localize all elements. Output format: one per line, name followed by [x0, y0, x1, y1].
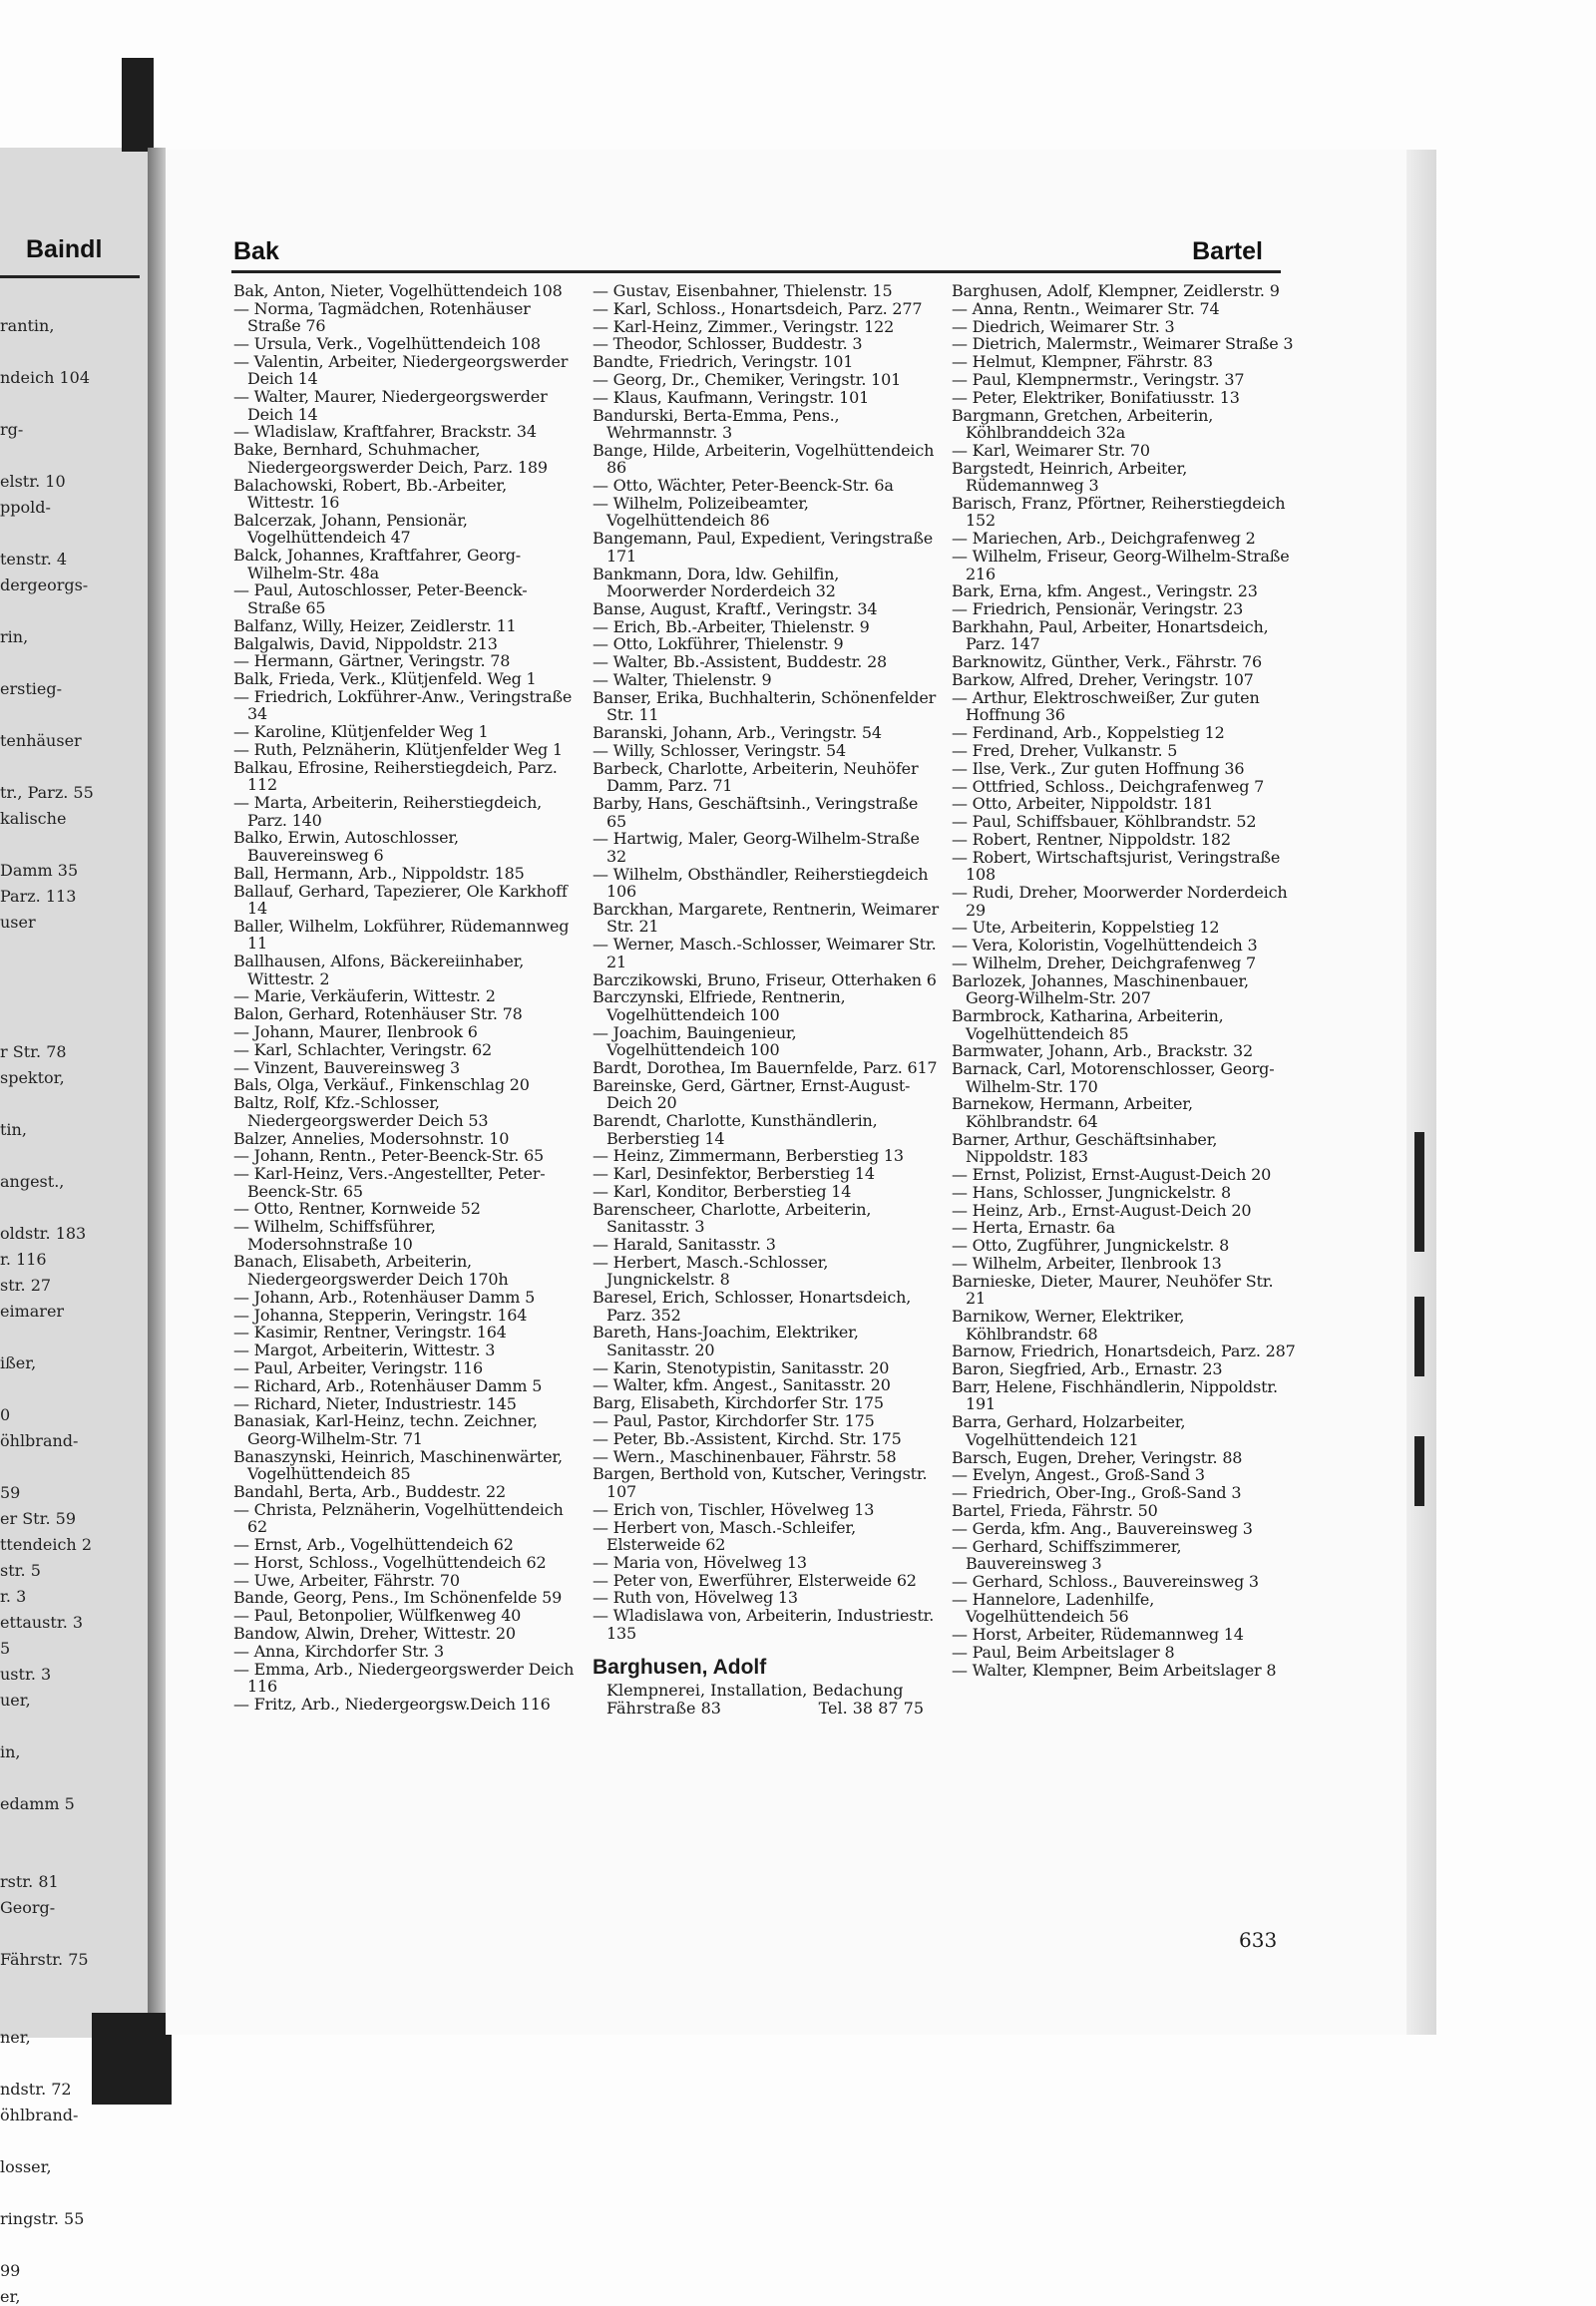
directory-entry: Barnekow, Hermann, Arbeiter, Köhlbrandstr. 64: [952, 1094, 1193, 1131]
directory-entry: — Peter, Elektriker, Bonifatiusstr. 13: [952, 387, 1240, 407]
directory-entry: Bartel, Frieda, Fährstr. 50: [952, 1500, 1158, 1520]
directory-entry: Barnikow, Werner, Elektriker, Köhlbrandstr. 68: [952, 1307, 1185, 1344]
directory-entry: Barner, Arthur, Geschäftsinhaber, Nippoldstr. 183: [952, 1129, 1218, 1167]
directory-entry: Barczynski, Elfriede, Rentnerin, Vogelhüttendeich 100: [593, 987, 846, 1024]
directory-entry: Bake, Bernhard, Schuhmacher, Niedergeorgswerder Deich, Parz. 189: [233, 440, 548, 477]
directory-entry: — Richard, Nieter, Industriestr. 145: [233, 1393, 517, 1413]
directory-entry: — Paul, Arbeiter, Veringstr. 116: [233, 1357, 483, 1377]
directory-entry: Bak, Anton, Nieter, Vogelhüttendeich 108: [233, 281, 563, 300]
directory-entry: — Paul, Pastor, Kirchdorfer Str. 175: [593, 1411, 875, 1431]
directory-entry: — Arthur, Elektroschweißer, Zur guten Hoffnung 36: [952, 687, 1260, 725]
directory-entry: — Johann, Arb., Rotenhäuser Damm 5: [233, 1287, 536, 1307]
directory-entry: — Walter, Maurer, Niedergeorgswerder Deich 14: [233, 387, 548, 424]
directory-entry: — Karl, Schlachter, Veringstr. 62: [233, 1039, 492, 1059]
previous-page-fragment: str. 5: [0, 1561, 41, 1580]
previous-page-fragment: eimarer: [0, 1302, 65, 1321]
running-header-right: Bartel: [1192, 237, 1263, 265]
directory-entry: — Walter, Bb.-Assistent, Buddestr. 28: [593, 652, 888, 672]
directory-entry: Barkow, Alfred, Dreher, Veringstr. 107: [952, 670, 1254, 690]
previous-page-fragment: 99: [0, 2261, 21, 2280]
binding-dark-top: [122, 58, 154, 152]
margin-mark: [1414, 1297, 1424, 1376]
directory-entry: Balkau, Efrosine, Reiherstiegdeich, Parz. 112: [233, 757, 558, 795]
directory-entry: — Herta, Ernastr. 6a: [952, 1218, 1115, 1238]
previous-page-fragment: kalische: [0, 809, 67, 828]
directory-entry: — Johanna, Stepperin, Veringstr. 164: [233, 1305, 528, 1325]
directory-entry: Bandurski, Berta-Emma, Pens., Wehrmannstr. 3: [593, 405, 840, 443]
previous-page-fragment: ner,: [0, 2028, 31, 2047]
directory-entry: Balko, Erwin, Autoschlosser, Bauvereinsweg 6: [233, 828, 459, 865]
directory-entry: — Walter, Klempner, Beim Arbeitslager 8: [952, 1660, 1277, 1680]
previous-page-fragment: r. 116: [0, 1250, 47, 1269]
directory-entry: — Richard, Arb., Rotenhäuser Damm 5: [233, 1375, 543, 1395]
directory-entry: Bange, Hilde, Arbeiterin, Vogelhüttendeich 86: [593, 440, 935, 478]
previous-page-fragment: uer,: [0, 1691, 31, 1710]
directory-entry: Barkhahn, Paul, Arbeiter, Honartsdeich, Parz. 147: [952, 616, 1269, 654]
directory-entry: — Wilhelm, Obsthändler, Reiherstiegdeich 106: [593, 864, 929, 902]
directory-entry: Bargen, Berthold von, Kutscher, Veringstr. 107: [593, 1464, 928, 1501]
directory-entry: — Hans, Schlosser, Jungnickelstr. 8: [952, 1182, 1232, 1202]
directory-entry: — Otto, Lokführer, Thielenstr. 9: [593, 634, 844, 654]
directory-entry: — Walter, kfm. Angest., Sanitasstr. 20: [593, 1375, 891, 1395]
directory-entry: — Dietrich, Malermstr., Weimarer Straße 3: [952, 334, 1294, 354]
previous-page-fragment: user: [0, 913, 36, 932]
previous-page-fragment: ttendeich 2: [0, 1535, 92, 1554]
advertisement: [593, 1656, 940, 1718]
previous-page-fragment: Georg-: [0, 1898, 56, 1917]
directory-entry: — Robert, Rentner, Nippoldstr. 182: [952, 829, 1231, 849]
directory-entry: Baresel, Erich, Schlosser, Honartsdeich, Parz. 352: [593, 1288, 912, 1325]
previous-page-fragment: oldstr. 183: [0, 1224, 87, 1243]
directory-entry: — Klaus, Kaufmann, Veringstr. 101: [593, 387, 870, 407]
directory-entry: — Paul, Klempnermstr., Veringstr. 37: [952, 369, 1245, 389]
directory-entry: Barbeck, Charlotte, Arbeiterin, Neuhöfer Damm, Parz. 71: [593, 758, 919, 796]
previous-page-fragment: ringstr. 55: [0, 2209, 85, 2228]
directory-entry: — Karl, Desinfektor, Berberstieg 14: [593, 1164, 875, 1184]
previous-page-fragment: Parz. 113: [0, 887, 77, 906]
directory-entry: — Gerhard, Schiffszimmerer, Bauvereinsweg 3: [952, 1536, 1182, 1574]
directory-entry: — Ilse, Verk., Zur guten Hoffnung 36: [952, 758, 1245, 778]
directory-entry: Banaszynski, Heinrich, Maschinenwärter, Vogelhüttendeich 85: [233, 1446, 563, 1484]
directory-entry: Bangemann, Paul, Expedient, Veringstraße 171: [593, 529, 933, 566]
directory-entry: — Karoline, Klütjenfelder Weg 1: [233, 722, 489, 742]
directory-entry: Ballhausen, Alfons, Bäckereiinhaber, Wittestr. 2: [233, 952, 525, 988]
previous-page-edge: [0, 148, 148, 2306]
directory-entry: — Wladislawa von, Arbeiterin, Industriestr. 135: [593, 1606, 935, 1643]
previous-page-fragment: ustr. 3: [0, 1665, 52, 1684]
directory-entry: Banasiak, Karl-Heinz, techn. Zeichner, Georg-Wilhelm-Str. 71: [233, 1411, 538, 1448]
directory-entry: Balachowski, Robert, Bb.-Arbeiter, Wittestr. 16: [233, 475, 507, 513]
directory-entry: — Friedrich, Pensionär, Veringstr. 23: [952, 599, 1244, 619]
directory-entry: — Marta, Arbeiterin, Reiherstiegdeich, Parz. 140: [233, 793, 543, 830]
directory-entry: — Johann, Maurer, Ilenbrook 6: [233, 1022, 478, 1042]
previous-page-fragment: rin,: [0, 627, 29, 646]
directory-entry: Bankmann, Dora, ldw. Gehilfin, Moorwerder Norderdeich 32: [593, 564, 840, 601]
directory-entry: — Ferdinand, Arb., Koppelstieg 12: [952, 723, 1225, 743]
directory-entry: Bals, Olga, Verkäuf., Finkenschlag 20: [233, 1075, 530, 1095]
directory-entry: — Willy, Schlosser, Veringstr. 54: [593, 740, 846, 760]
previous-page-fragment: rstr. 81: [0, 1872, 59, 1891]
previous-page-rule: [0, 275, 140, 278]
directory-entry: — Otto, Arbeiter, Nippoldstr. 181: [952, 794, 1214, 814]
directory-entry: — Valentin, Arbeiter, Niedergeorgswerder Deich 14: [233, 351, 569, 389]
advert-name: Barghusen, Adolf: [593, 1656, 767, 1680]
directory-entry: — Karl-Heinz, Vers.-Angestellter, Peter-Beenck-Str. 65: [233, 1164, 546, 1201]
directory-page: [166, 150, 1424, 2035]
directory-entry: — Rudi, Dreher, Moorwerder Norderdeich 29: [952, 883, 1288, 920]
directory-entry: Bardt, Dorothea, Im Bauernfelde, Parz. 617: [593, 1057, 938, 1077]
directory-entry: — Otto, Zugführer, Jungnickelstr. 8: [952, 1236, 1230, 1256]
directory-entry: Barmwater, Johann, Arb., Brackstr. 32: [952, 1041, 1253, 1061]
previous-page-fragment: rg-: [0, 420, 24, 439]
directory-entry: — Diedrich, Weimarer Str. 3: [952, 316, 1175, 336]
previous-page-fragment: elstr. 10: [0, 472, 66, 491]
directory-entry: Barczikowski, Bruno, Friseur, Otterhaken 6: [593, 969, 937, 989]
directory-entry: — Friedrich, Ober-Ing., Groß-Sand 3: [952, 1483, 1242, 1503]
directory-entry: — Paul, Betonpolier, Wülfkenweg 40: [233, 1606, 522, 1626]
previous-page-fragment: ettaustr. 3: [0, 1613, 84, 1632]
directory-entry: — Ottfried, Schloss., Deichgrafenweg 7: [952, 776, 1265, 796]
previous-page-fragment: dergeorgs-: [0, 576, 89, 594]
previous-page-fragment: edamm 5: [0, 1794, 75, 1813]
directory-entry: — Horst, Schloss., Vogelhüttendeich 62: [233, 1552, 547, 1572]
margin-mark: [1414, 1436, 1424, 1506]
previous-page-fragment: öhlbrand-: [0, 1431, 79, 1450]
previous-page-fragment: 5: [0, 1639, 11, 1658]
directory-entry: — Peter, Bb.-Assistent, Kirchd. Str. 175: [593, 1428, 902, 1448]
directory-entry: Baranski, Johann, Arb., Veringstr. 54: [593, 723, 882, 743]
directory-entry: — Otto, Wächter, Peter-Beenck-Str. 6a: [593, 476, 894, 496]
directory-entry: — Ute, Arbeiterin, Koppelstieg 12: [952, 918, 1220, 938]
directory-entry: — Gerhard, Schloss., Bauvereinsweg 3: [952, 1571, 1259, 1591]
directory-entry: — Paul, Beim Arbeitslager 8: [952, 1642, 1175, 1662]
directory-entry: — Herbert, Masch.-Schlosser, Jungnickelstr. 8: [593, 1252, 829, 1290]
directory-entry: Bargstedt, Heinrich, Arbeiter, Rüdemannweg 3: [952, 458, 1188, 496]
previous-page-fragment: rantin,: [0, 316, 55, 335]
directory-entry: Baller, Wilhelm, Lokführer, Rüdemannweg 11: [233, 916, 570, 954]
directory-entry: — Ernst, Polizist, Ernst-August-Deich 20: [952, 1164, 1272, 1184]
header-rule: [231, 270, 1281, 273]
directory-entry: Balzer, Annelies, Modersohnstr. 10: [233, 1128, 510, 1148]
directory-entry: — Gustav, Eisenbahner, Thielenstr. 15: [593, 281, 893, 300]
directory-entry: Barnieske, Dieter, Maurer, Neuhöfer Str. 21: [952, 1271, 1274, 1309]
directory-entry: Barghusen, Adolf, Klempner, Zeidlerstr. 9: [952, 281, 1280, 300]
directory-entry: — Robert, Wirtschaftsjurist, Veringstraße 108: [952, 847, 1281, 885]
directory-entry: — Paul, Schiffsbauer, Köhlbrandstr. 52: [952, 812, 1257, 832]
binding-dark-bottom: [92, 2013, 172, 2105]
directory-entry: — Evelyn, Angest., Groß-Sand 3: [952, 1465, 1205, 1485]
directory-entry: — Uwe, Arbeiter, Fährstr. 70: [233, 1570, 460, 1590]
directory-entry: Barisch, Franz, Pförtner, Reiherstiegdeich 152: [952, 493, 1286, 531]
previous-page-fragment: er Str. 59: [0, 1509, 77, 1528]
directory-entry: Ballauf, Gerhard, Tapezierer, Ole Karkhoff 14: [233, 881, 568, 919]
margin-mark: [1414, 1132, 1424, 1252]
directory-entry: Barnow, Friedrich, Honartsdeich, Parz. 287: [952, 1342, 1296, 1361]
previous-page-fragment: r. 3: [0, 1587, 27, 1606]
directory-entry: Barlozek, Johannes, Maschinenbauer, Georg-Wilhelm-Str. 207: [952, 970, 1249, 1008]
directory-entry: — Joachim, Bauingenieur, Vogelhüttendeich 100: [593, 1022, 797, 1060]
directory-entry: Barendt, Charlotte, Kunsthändlerin, Berberstieg 14: [593, 1111, 878, 1148]
directory-entry: Banse, August, Kraftf., Veringstr. 34: [593, 598, 878, 618]
directory-entry: — Helmut, Klempner, Fährstr. 83: [952, 352, 1213, 372]
previous-page-fragment: tr., Parz. 55: [0, 783, 94, 802]
previous-page-fragment: ppold-: [0, 498, 51, 517]
previous-page-fragment: ndeich 104: [0, 368, 91, 387]
directory-entry: — Hartwig, Maler, Georg-Wilhelm-Straße 32: [593, 829, 920, 866]
previous-page-fragment: erstieg-: [0, 679, 62, 698]
advert-address: Fährstraße 83: [606, 1699, 721, 1719]
previous-page-fragment: ndstr. 72: [0, 2080, 72, 2099]
directory-entry: — Walter, Thielenstr. 9: [593, 670, 772, 690]
directory-entry: Ball, Hermann, Arb., Nippoldstr. 185: [233, 863, 525, 883]
directory-entry: — Marie, Verkäuferin, Wittestr. 2: [233, 986, 496, 1006]
directory-entry: — Erich, Bb.-Arbeiter, Thielenstr. 9: [593, 616, 870, 636]
directory-entry: Bareinske, Gerd, Gärtner, Ernst-August-Deich 20: [593, 1075, 911, 1113]
directory-entry: Barr, Helene, Fischhändlerin, Nippoldstr. 191: [952, 1376, 1278, 1414]
directory-entry: Baltz, Rolf, Kfz.-Schlosser, Niedergeorgswerder Deich 53: [233, 1093, 489, 1130]
directory-entry: Barenscheer, Charlotte, Arbeiterin, Sanitasstr. 3: [593, 1199, 872, 1237]
advert-contact: [593, 1700, 940, 1718]
directory-entry: Banach, Elisabeth, Arbeiterin, Niedergeorgswerder Deich 170h: [233, 1252, 509, 1289]
running-header-left: Bak: [233, 237, 279, 265]
directory-entry: — Kasimir, Rentner, Veringstr. 164: [233, 1323, 507, 1343]
previous-page-fragment: öhlbrand-: [0, 2106, 79, 2124]
directory-entry: — Fred, Dreher, Vulkanstr. 5: [952, 740, 1178, 760]
directory-entry: — Herbert von, Masch.-Schleifer, Elsterweide 62: [593, 1517, 856, 1555]
previous-page-fragment: er,: [0, 2287, 21, 2306]
directory-entry: Bandahl, Berta, Arb., Buddestr. 22: [233, 1481, 506, 1501]
previous-page-fragment: Fährstr. 75: [0, 1950, 89, 1969]
previous-page-fragment: Damm 35: [0, 861, 79, 880]
directory-entry: — Emma, Arb., Niedergeorgswerder Deich 116: [233, 1659, 575, 1697]
directory-entry: — Anna, Kirchdorfer Str. 3: [233, 1641, 445, 1661]
previous-page-fragment: 0: [0, 1405, 11, 1424]
directory-entry: Bargmann, Gretchen, Arbeiterin, Köhlbranddeich 32a: [952, 405, 1214, 443]
directory-entry: — Karl-Heinz, Zimmer., Veringstr. 122: [593, 316, 895, 336]
previous-page-fragment: angest.,: [0, 1172, 65, 1191]
previous-page-fragment: losser,: [0, 2157, 52, 2176]
directory-entry: Baron, Siegfried, Arb., Ernastr. 23: [952, 1359, 1223, 1379]
page-right-edge: [1406, 150, 1436, 2035]
directory-entry: — Christa, Pelznäherin, Vogelhüttendeich 62: [233, 1499, 564, 1537]
directory-entry: Balon, Gerhard, Rotenhäuser Str. 78: [233, 1004, 523, 1024]
page-number: 633: [1239, 1928, 1278, 1952]
directory-entry: — Anna, Rentn., Weimarer Str. 74: [952, 298, 1220, 318]
binding-gutter-shadow: [148, 148, 166, 2038]
directory-entry: Barckhan, Margarete, Rentnerin, Weimarer Str. 21: [593, 899, 939, 937]
directory-entry: Barmbrock, Katharina, Arbeiterin, Vogelhüttendeich 85: [952, 1006, 1224, 1043]
column-2: [593, 282, 940, 1718]
directory-entry: — Maria von, Hövelweg 13: [593, 1552, 807, 1572]
directory-entry: Barnack, Carl, Motorenschlosser, Georg-Wilhelm-Str. 170: [952, 1059, 1275, 1096]
directory-entry: — Ursula, Verk., Vogelhüttendeich 108: [233, 334, 541, 354]
directory-entry: — Margot, Arbeiterin, Wittestr. 3: [233, 1341, 496, 1360]
directory-entry: — Ruth, Pelznäherin, Klütjenfelder Weg 1: [233, 740, 563, 760]
directory-entry: — Wilhelm, Arbeiter, Ilenbrook 13: [952, 1253, 1222, 1273]
directory-entry: — Karl, Weimarer Str. 70: [952, 440, 1150, 460]
directory-entry: Bandte, Friedrich, Veringstr. 101: [593, 352, 854, 372]
previous-page-fragment: r Str. 78: [0, 1042, 67, 1061]
directory-entry: — Vinzent, Bauvereinsweg 3: [233, 1057, 460, 1077]
directory-entry: — Wilhelm, Dreher, Deichgrafenweg 7: [952, 953, 1256, 972]
previous-page-fragment: spektor,: [0, 1068, 65, 1087]
directory-entry: Balck, Johannes, Kraftfahrer, Georg-Wilhelm-Str. 48a: [233, 546, 522, 582]
directory-entry: Bark, Erna, kfm. Angest., Veringstr. 23: [952, 581, 1258, 601]
directory-entry: — Mariechen, Arb., Deichgrafenweg 2: [952, 529, 1256, 549]
directory-entry: Barby, Hans, Geschäftsinh., Veringstraße 65: [593, 794, 919, 831]
previous-page-header: Baindl: [26, 235, 103, 263]
previous-page-fragment: ißer,: [0, 1353, 37, 1372]
directory-entry: — Karin, Stenotypistin, Sanitasstr. 20: [593, 1357, 890, 1377]
directory-entry: — Harald, Sanitasstr. 3: [593, 1234, 776, 1254]
directory-entry: — Heinz, Zimmermann, Berberstieg 13: [593, 1146, 904, 1166]
directory-entry: — Horst, Arbeiter, Rüdemannweg 14: [952, 1624, 1244, 1644]
directory-entry: — Gerda, kfm. Ang., Bauvereinsweg 3: [952, 1518, 1253, 1538]
directory-entry: — Otto, Rentner, Kornweide 52: [233, 1199, 481, 1219]
directory-entry: — Paul, Autoschlosser, Peter-Beenck-Straße 65: [233, 580, 528, 617]
directory-entry: — Ernst, Arb., Vogelhüttendeich 62: [233, 1535, 514, 1555]
directory-entry: Balcerzak, Johann, Pensionär, Vogelhüttendeich 47: [233, 510, 468, 548]
previous-page-fragment: 59: [0, 1483, 21, 1502]
previous-page-fragment: tin,: [0, 1120, 27, 1139]
directory-entry: Barg, Elisabeth, Kirchdorfer Str. 175: [593, 1393, 884, 1413]
directory-entry: — Karl, Schloss., Honartsdeich, Parz. 277: [593, 298, 923, 318]
directory-entry: — Erich von, Tischler, Hövelweg 13: [593, 1499, 875, 1519]
directory-entry: — Vera, Koloristin, Vogelhüttendeich 3: [952, 936, 1258, 956]
directory-entry: Bande, Georg, Pens., Im Schönenfelde 59: [233, 1588, 563, 1608]
directory-entry: Banser, Erika, Buchhalterin, Schönenfelder Str. 11: [593, 687, 937, 725]
directory-entry: — Norma, Tagmädchen, Rotenhäuser Straße 76: [233, 298, 531, 336]
column-3: [952, 282, 1296, 1679]
directory-entry: — Georg, Dr., Chemiker, Veringstr. 101: [593, 369, 902, 389]
directory-entry: — Fritz, Arb., Niedergeorgsw.Deich 116: [233, 1694, 551, 1714]
previous-page-fragment: str. 27: [0, 1276, 52, 1295]
directory-entry: Bareth, Hans-Joachim, Elektriker, Sanitasstr. 20: [593, 1323, 859, 1359]
directory-entry: — Wilhelm, Polizeibeamter, Vogelhüttendeich 86: [593, 493, 809, 531]
directory-entry: Barra, Gerhard, Holzarbeiter, Vogelhüttendeich 121: [952, 1412, 1186, 1449]
previous-page-fragment: tenhäuser: [0, 731, 82, 750]
directory-entry: — Theodor, Schlosser, Buddestr. 3: [593, 334, 863, 354]
directory-entry: Balgalwis, David, Nippoldstr. 213: [233, 633, 498, 653]
advert-services: Klempnerei, Installation, Bedachung: [606, 1681, 904, 1701]
directory-entry: — Karl, Konditor, Berberstieg 14: [593, 1181, 852, 1201]
directory-entry: — Peter von, Ewerführer, Elsterweide 62: [593, 1570, 917, 1590]
directory-entry: Balfanz, Willy, Heizer, Zeidlerstr. 11: [233, 615, 517, 635]
directory-entry: — Johann, Rentn., Peter-Beenck-Str. 65: [233, 1146, 545, 1166]
directory-entry: — Wladislaw, Kraftfahrer, Brackstr. 34: [233, 422, 537, 442]
directory-entry: — Wilhelm, Friseur, Georg-Wilhelm-Straße 216: [952, 547, 1290, 583]
directory-entry: Barknowitz, Günther, Verk., Fährstr. 76: [952, 652, 1263, 672]
column-1: [233, 282, 577, 1714]
directory-entry: — Friedrich, Lokführer-Anw., Veringstraße 34: [233, 686, 573, 724]
previous-page-fragment: tenstr. 4: [0, 550, 68, 569]
directory-entry: Balk, Frieda, Verk., Klütjenfeld. Weg 1: [233, 669, 537, 689]
directory-entry: — Werner, Masch.-Schlosser, Weimarer Str. 21: [593, 935, 937, 971]
directory-entry: Bandow, Alwin, Dreher, Wittestr. 20: [233, 1624, 516, 1644]
directory-entry: — Heinz, Arb., Ernst-August-Deich 20: [952, 1200, 1252, 1220]
previous-page-fragment: in,: [0, 1742, 21, 1761]
directory-entry: Barsch, Eugen, Dreher, Veringstr. 88: [952, 1447, 1243, 1467]
directory-entry: — Wern., Maschinenbauer, Fährstr. 58: [593, 1446, 897, 1466]
advert-phone: Tel. 38 87 75: [818, 1699, 924, 1719]
directory-entry: — Ruth von, Hövelweg 13: [593, 1588, 798, 1608]
column-2-entries: [593, 282, 940, 1642]
directory-entry: — Hannelore, Ladenhilfe, Vogelhüttendeich 56: [952, 1589, 1155, 1627]
directory-entry: — Wilhelm, Schiffsführer, Modersohnstraße 10: [233, 1217, 436, 1254]
directory-entry: — Hermann, Gärtner, Veringstr. 78: [233, 651, 511, 671]
